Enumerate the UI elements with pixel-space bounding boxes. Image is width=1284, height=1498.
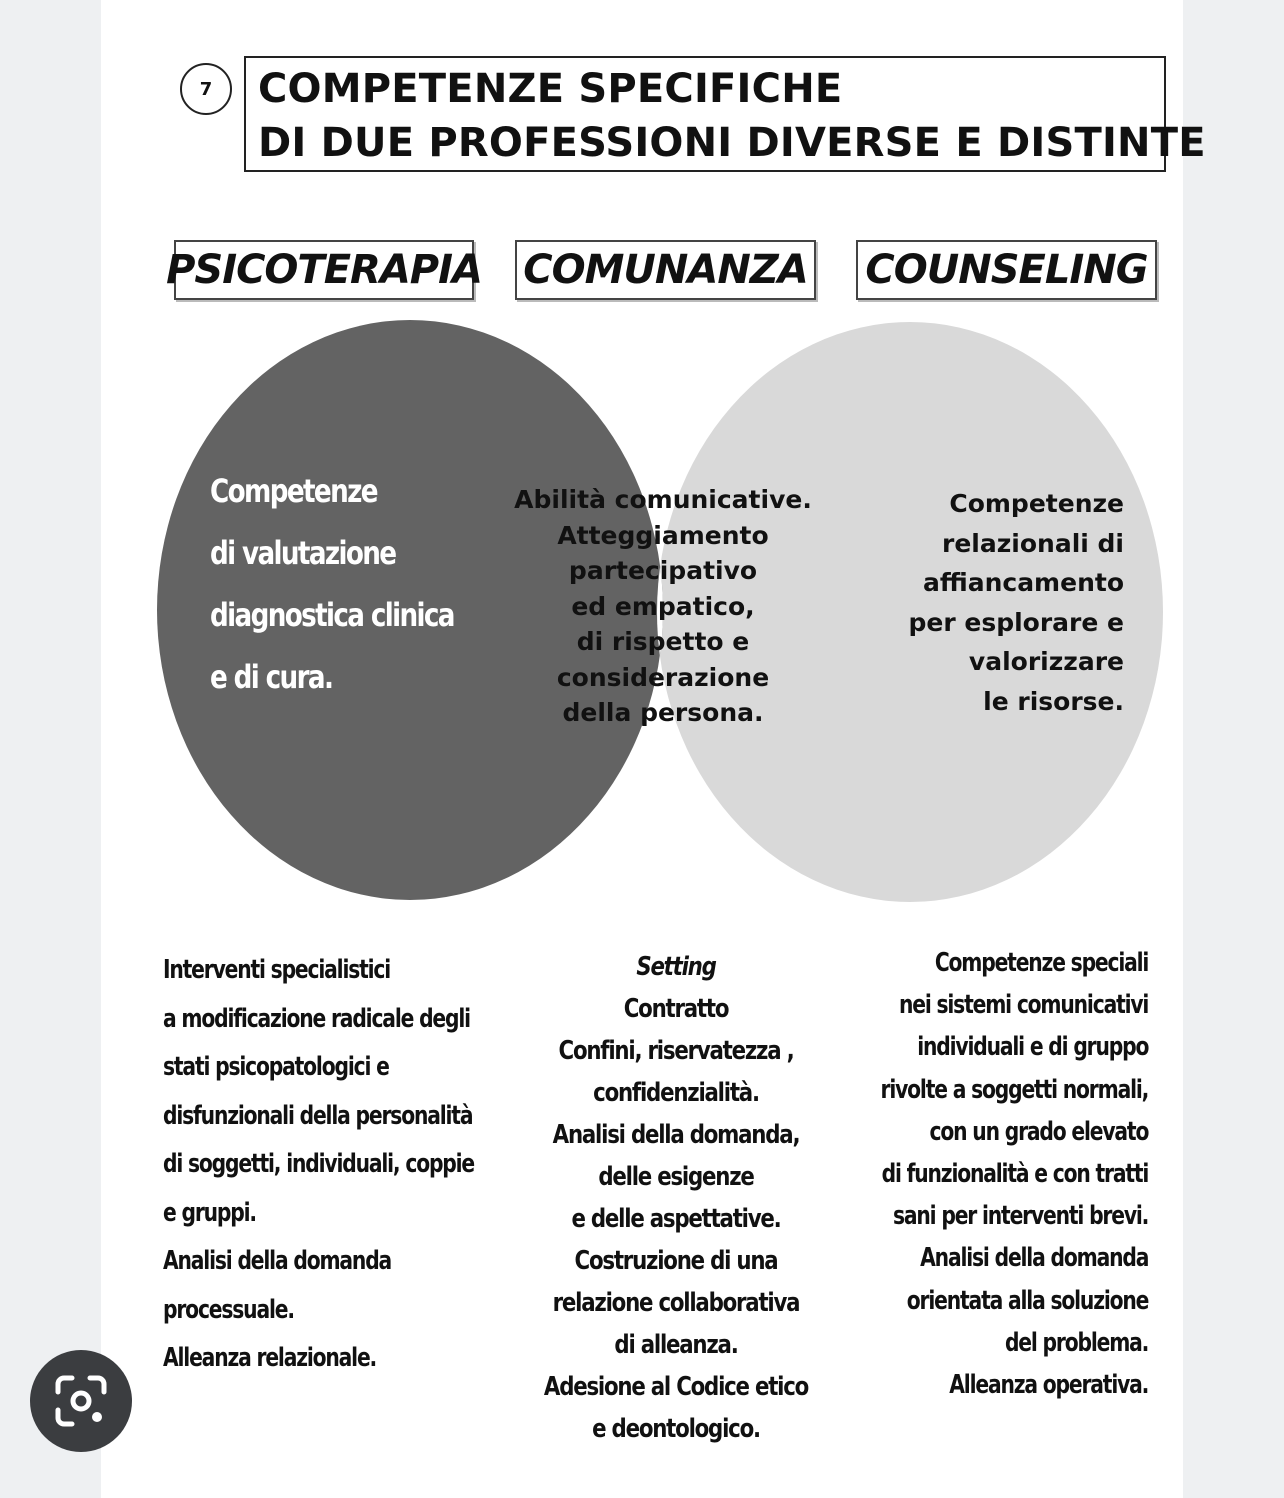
counseling-text-line: valorizzare: [968, 647, 1124, 676]
lens-icon: [52, 1372, 110, 1430]
detail-line: Alleanza relazionale.: [163, 1343, 377, 1373]
detail-line: orientata alla soluzione: [906, 1285, 1148, 1316]
comunanza-text-line: partecipativo: [568, 556, 758, 585]
comunanza-text-line: ed empatico,: [571, 591, 755, 621]
detail-line: Interventi specialistici: [163, 955, 391, 985]
detail-line: e deontologico.: [592, 1414, 760, 1444]
detail-line: Costruzione di una: [574, 1246, 778, 1276]
detail-line: nei sistemi comunicativi: [898, 990, 1148, 1021]
counseling-text-line: relazionali di: [942, 528, 1124, 558]
label-psicoterapia: PSICOTERAPIA: [174, 240, 474, 300]
detail-line: a modificazione radicale degli: [163, 1003, 470, 1034]
title-line-1: COMPETENZE SPECIFICHE: [258, 66, 843, 112]
psicoterapia-text-line: diagnostica clinica: [210, 596, 454, 634]
detail-line: delle esigenze: [598, 1162, 754, 1192]
counseling-details: [880, 942, 1148, 1406]
counseling-text-line: per esplorare e: [908, 607, 1124, 637]
detail-line: confidenzialità.: [593, 1078, 759, 1108]
detail-line: e gruppi.: [163, 1197, 256, 1228]
comunanza-text-line: Atteggiamento: [557, 520, 769, 550]
detail-line: sani per interventi brevi.: [892, 1201, 1148, 1232]
psicoterapia-text-line: Competenze: [210, 472, 377, 510]
title-line-2: DI DUE PROFESSIONI DIVERSE E DISTINTE: [258, 120, 1206, 166]
detail-line: relazione collaborativa: [552, 1288, 800, 1318]
label-comunanza: COMUNANZA: [515, 240, 816, 300]
setting-heading: Setting: [636, 952, 716, 982]
detail-line: con un grado elevato: [929, 1116, 1148, 1147]
detail-line: di soggetti, individuali, coppie: [163, 1149, 475, 1179]
detail-line: Competenze speciali: [934, 948, 1148, 978]
detail-line: disfunzionali della personalità: [163, 1100, 473, 1131]
comunanza-text-line: della persona.: [562, 698, 764, 727]
counseling-text-line: affiancamento: [922, 568, 1124, 597]
detail-line: Alleanza operativa.: [949, 1370, 1148, 1401]
comunanza-text-line: di rispetto e: [576, 627, 750, 656]
detail-line: Analisi della domanda: [163, 1246, 392, 1276]
lens-search-button[interactable]: [30, 1350, 132, 1452]
detail-line: Contratto: [623, 994, 729, 1024]
detail-line: Analisi della domanda,: [552, 1120, 800, 1150]
detail-line: Confini, riservatezza ,: [558, 1036, 794, 1066]
detail-line: del problema.: [1004, 1327, 1148, 1358]
counseling-text: [862, 484, 1124, 721]
psicoterapia-details: [163, 946, 474, 1383]
detail-line: Analisi della domanda: [919, 1243, 1148, 1274]
counseling-text-line: Competenze: [949, 489, 1124, 518]
comunanza-text-line: Abilità comunicative.: [514, 485, 812, 514]
detail-line: individuali e di gruppo: [917, 1032, 1148, 1063]
counseling-text-line: le risorse.: [983, 686, 1124, 716]
comunanza-text: [500, 482, 826, 731]
psicoterapia-text: [210, 460, 456, 708]
psicoterapia-text-line: e di cura.: [210, 658, 333, 696]
comunanza-text-line: considerazione: [556, 662, 770, 692]
detail-line: di alleanza.: [614, 1330, 738, 1360]
detail-line: processuale.: [163, 1294, 294, 1325]
detail-line: e delle aspettative.: [571, 1204, 781, 1234]
detail-line: stati psicopatologici e: [163, 1052, 389, 1082]
label-counseling: COUNSELING: [856, 240, 1157, 300]
figure-number: 7: [180, 63, 232, 115]
detail-line: rivolte a soggetti normali,: [880, 1074, 1148, 1105]
psicoterapia-text-line: di valutazione: [210, 534, 396, 572]
comunanza-details: [544, 946, 808, 1450]
detail-line: di funzionalità e con tratti: [881, 1159, 1148, 1190]
detail-line: Adesione al Codice etico: [543, 1372, 809, 1402]
